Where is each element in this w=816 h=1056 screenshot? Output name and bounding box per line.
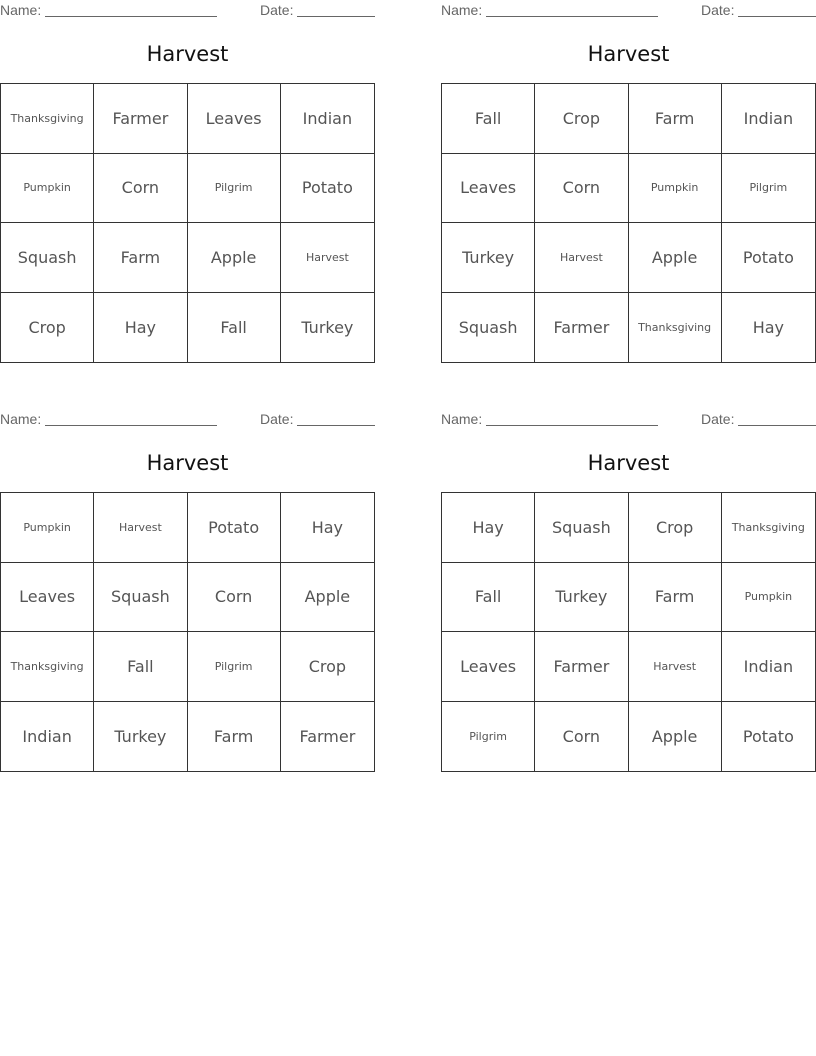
bingo-cell: Hay (752, 317, 785, 337)
date-blank (738, 16, 816, 17)
name-blank (45, 16, 217, 17)
bingo-cell: Potato (742, 726, 794, 746)
bingo-cell: Hay (94, 293, 187, 363)
date-blank (297, 425, 375, 426)
name-date-row (441, 2, 816, 20)
bingo-cell: Harvest (535, 223, 628, 293)
bingo-cell: Fall (188, 293, 281, 363)
bingo-cell: Thanksgiving (629, 293, 722, 363)
bingo-cell: Pumpkin (1, 493, 94, 563)
bingo-cell: Apple (281, 563, 374, 633)
bingo-cell: Leaves (442, 154, 535, 224)
bingo-cell: Corn (535, 702, 628, 772)
card-title: Harvest (587, 42, 670, 66)
name-date-row (0, 411, 376, 429)
bingo-cell: Squash (94, 563, 187, 633)
bingo-cell: Squash (1, 223, 94, 293)
bingo-cell: Potato (188, 493, 281, 563)
name-blank (45, 425, 217, 426)
bingo-cell: Squash (535, 493, 628, 563)
name-label: Name: (441, 2, 483, 18)
bingo-cell: Corn (188, 563, 281, 633)
bingo-cell: Leaves (188, 84, 281, 154)
date-blank (297, 16, 375, 17)
bingo-cell: Farmer (299, 726, 356, 746)
bingo-cell: Potato (281, 154, 374, 224)
bingo-cell: Farm (188, 702, 281, 772)
date-label: Date: (701, 2, 735, 18)
name-label: Name: (441, 411, 483, 427)
bingo-cell: Crop (281, 632, 374, 702)
bingo-grid (0, 492, 375, 772)
bingo-cell: Turkey (442, 223, 535, 293)
card-title: Harvest (146, 42, 229, 66)
bingo-cell: Apple (188, 223, 281, 293)
bingo-cell: Squash (442, 293, 535, 363)
date-label: Date: (701, 411, 735, 427)
bingo-cell: Harvest (94, 493, 187, 563)
bingo-cell: Pilgrim (188, 632, 281, 702)
bingo-cell: Thanksgiving (722, 493, 815, 563)
bingo-card-4 (441, 409, 816, 774)
bingo-grid (441, 492, 816, 772)
bingo-card-2 (441, 0, 816, 365)
bingo-cell: Fall (442, 84, 535, 154)
bingo-cell: Turkey (301, 317, 354, 337)
name-blank (486, 425, 658, 426)
bingo-cell: Corn (94, 154, 187, 224)
bingo-cell: Pumpkin (722, 563, 815, 633)
bingo-cell: Pilgrim (188, 154, 281, 224)
bingo-cell: Pilgrim (722, 154, 815, 224)
name-blank (486, 16, 658, 17)
bingo-cell: Leaves (442, 632, 535, 702)
bingo-cell: Indian (281, 84, 374, 154)
bingo-card-1 (0, 0, 376, 365)
bingo-cell: Crop (1, 293, 94, 363)
bingo-cell: Turkey (535, 563, 628, 633)
card-title: Harvest (587, 451, 670, 475)
bingo-cell: Fall (442, 563, 535, 633)
bingo-cell: Indian (722, 632, 815, 702)
name-label: Name: (0, 2, 42, 18)
name-label: Name: (0, 411, 42, 427)
bingo-cell: Farm (94, 223, 187, 293)
name-date-row (0, 2, 376, 20)
bingo-cell: Indian (1, 702, 94, 772)
date-label: Date: (260, 411, 294, 427)
bingo-cell: Corn (535, 154, 628, 224)
bingo-cell: Pumpkin (1, 154, 94, 224)
bingo-cell: Crop (629, 493, 722, 563)
bingo-cell: Farm (629, 563, 722, 633)
bingo-cell: Farm (629, 84, 722, 154)
bingo-grid (441, 83, 816, 363)
bingo-cell: Apple (629, 702, 722, 772)
card-title: Harvest (146, 451, 229, 475)
bingo-card-3 (0, 409, 376, 774)
bingo-cell: Crop (535, 84, 628, 154)
bingo-cell: Thanksgiving (1, 84, 94, 154)
bingo-cell: Pumpkin (629, 154, 722, 224)
bingo-cell: Apple (629, 223, 722, 293)
bingo-cell: Fall (94, 632, 187, 702)
date-label: Date: (260, 2, 294, 18)
bingo-cell: Indian (722, 84, 815, 154)
bingo-cell: Farmer (535, 632, 628, 702)
bingo-cell: Harvest (281, 223, 374, 293)
bingo-cell: Harvest (629, 632, 722, 702)
bingo-cell: Farmer (535, 293, 628, 363)
name-date-row (441, 411, 816, 429)
bingo-cell: Hay (442, 493, 535, 563)
bingo-cell: Potato (722, 223, 815, 293)
date-blank (738, 425, 816, 426)
bingo-cell: Farmer (94, 84, 187, 154)
bingo-cell: Thanksgiving (1, 632, 94, 702)
bingo-cell: Leaves (1, 563, 94, 633)
bingo-cell: Turkey (94, 702, 187, 772)
bingo-cell: Hay (281, 493, 374, 563)
bingo-grid (0, 83, 375, 363)
bingo-cell: Pilgrim (442, 702, 535, 772)
